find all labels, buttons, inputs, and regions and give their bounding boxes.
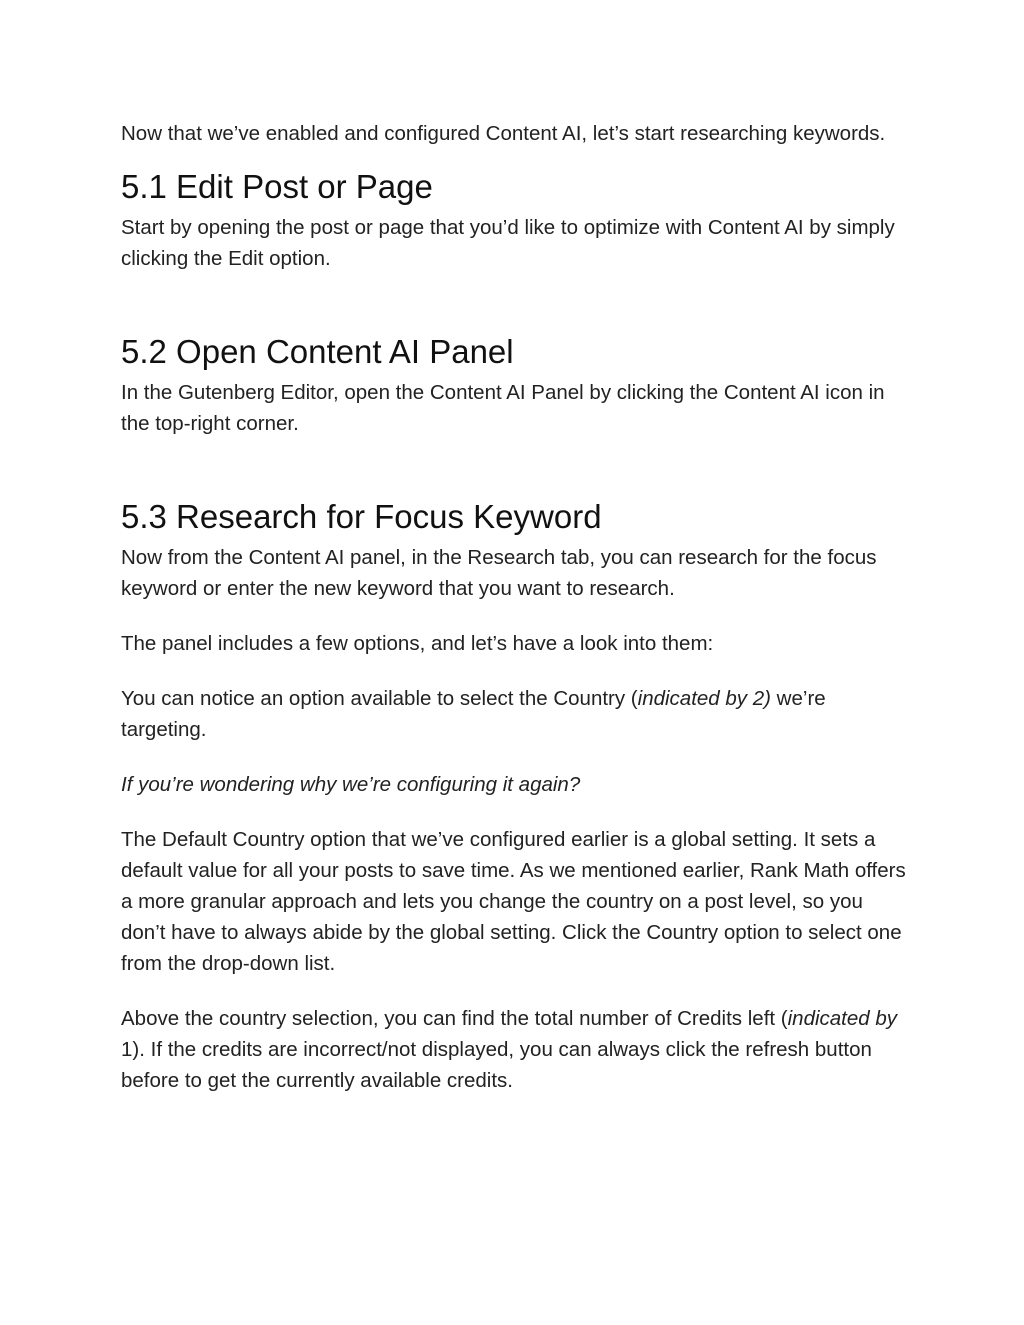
country-text-italic: indicated by 2) bbox=[637, 687, 771, 710]
section-5-3-question: If you’re wondering why we’re configuring it again? bbox=[121, 773, 581, 796]
credits-text-after: 1). If the credits are incorrect/not displayed, you can always click the refresh button before to get the currently available credits. bbox=[121, 1038, 872, 1092]
section-5-3-paragraph-6 bbox=[121, 1003, 911, 1096]
section-5-3-paragraph-2: The panel includes a few options, and let’s have a look into them: bbox=[121, 632, 714, 655]
credits-text-italic: indicated by bbox=[787, 1007, 898, 1030]
section-5-2-heading: 5.2 Open Content AI Panel bbox=[121, 333, 514, 370]
section-5-3-paragraph-3 bbox=[121, 683, 911, 745]
credits-text-before: Above the country selection, you can find the total number of Credits left ( bbox=[121, 1007, 788, 1030]
country-text-after: we’re targeting. bbox=[121, 687, 826, 741]
intro-paragraph: Now that we’ve enabled and configured Content AI, let’s start researching keywords. bbox=[121, 122, 886, 145]
section-5-3-paragraph-1: Now from the Content AI panel, in the Research tab, you can research for the focus keyword or enter the new keyword that you want to research. bbox=[121, 546, 877, 600]
section-5-3-paragraph-5: The Default Country option that we’ve configured earlier is a global setting. It sets a default value for all your posts to save time. As we mentioned earlier, Rank Math offers a more granular approach and lets you change the country on a post level, so you don’t have to always abide by the global setting. Click the Country option to select one from the drop-down list. bbox=[121, 828, 906, 975]
section-5-2-body: In the Gutenberg Editor, open the Content AI Panel by clicking the Content AI icon in the top-right corner. bbox=[121, 381, 885, 435]
section-5-1-body: Start by opening the post or page that you’d like to optimize with Content AI by simply clicking the Edit option. bbox=[121, 216, 895, 270]
country-text-before: You can notice an option available to select the Country ( bbox=[121, 687, 638, 710]
section-5-1-heading: 5.1 Edit Post or Page bbox=[121, 168, 433, 205]
section-5-3-heading: 5.3 Research for Focus Keyword bbox=[121, 498, 602, 535]
document-page bbox=[121, 118, 911, 1120]
